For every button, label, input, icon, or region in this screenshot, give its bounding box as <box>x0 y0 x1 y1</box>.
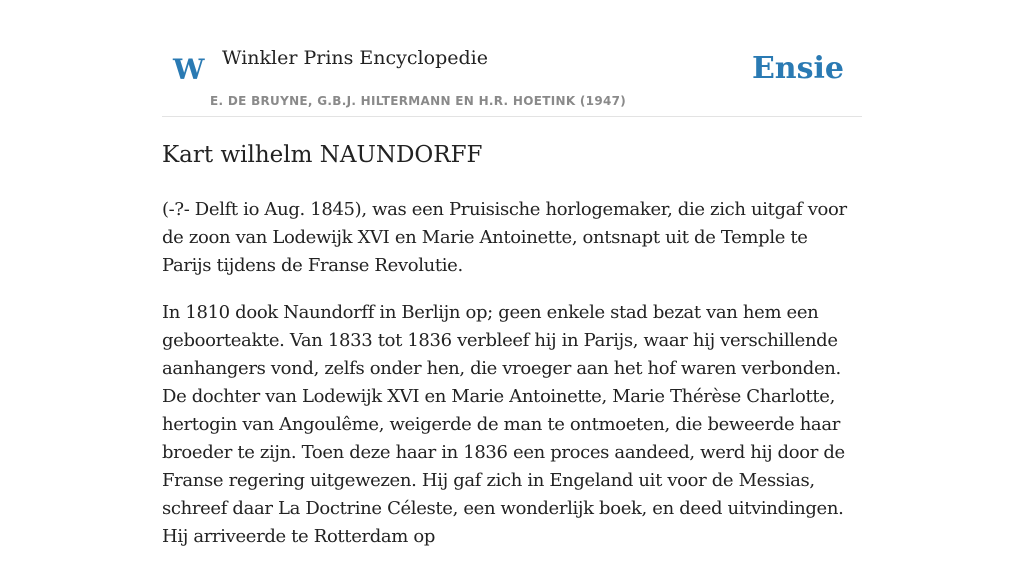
source-logo[interactable]: W <box>173 53 205 86</box>
page-header <box>162 0 862 117</box>
source-authors: E. DE BRUYNE, G.B.J. HILTERMANN EN H.R. HOETINK (1947) <box>210 94 627 108</box>
article-paragraph-1: (-?- Delft io Aug. 1845), was een Pruisische horlogemaker, die zich uitgaf voor de zoon van Lodewijk XVI en Marie Antoinette, ontsnapt uit de Temple te Parijs tijdens de Franse Revolutie. <box>162 199 847 276</box>
brand-logo[interactable]: Ensie <box>751 51 844 86</box>
article <box>162 136 862 570</box>
article-title: Kart wilhelm NAUNDORFF <box>162 142 483 168</box>
source-title[interactable]: Winkler Prins Encyclopedie <box>222 47 488 69</box>
article-paragraph-2: In 1810 dook Naundorff in Berlijn op; geen enkele stad bezat van hem een geboorteakte. Van 1833 tot 1836 verbleef hij in Parijs, waar hij verschillende aanhangers vond, zelfs onder hen, die vroeger aan het hof waren verbonden. De dochter van Lodewijk XVI en Marie Antoinette, Marie Thérèse Charlotte, hertogin van Angoulême, weigerde de man te ontmoeten, die beweerde haar broeder te zijn. Toen deze haar in 1836 een proces aandeed, werd hij door de Franse regering uitgewezen. Hij gaf zich in Engeland uit voor de Messias, schreef daar La Doctrine Céleste, een wonderlijk boek, en deed uitvindingen. Hij arriveerde te Rotterdam op <box>162 302 845 547</box>
